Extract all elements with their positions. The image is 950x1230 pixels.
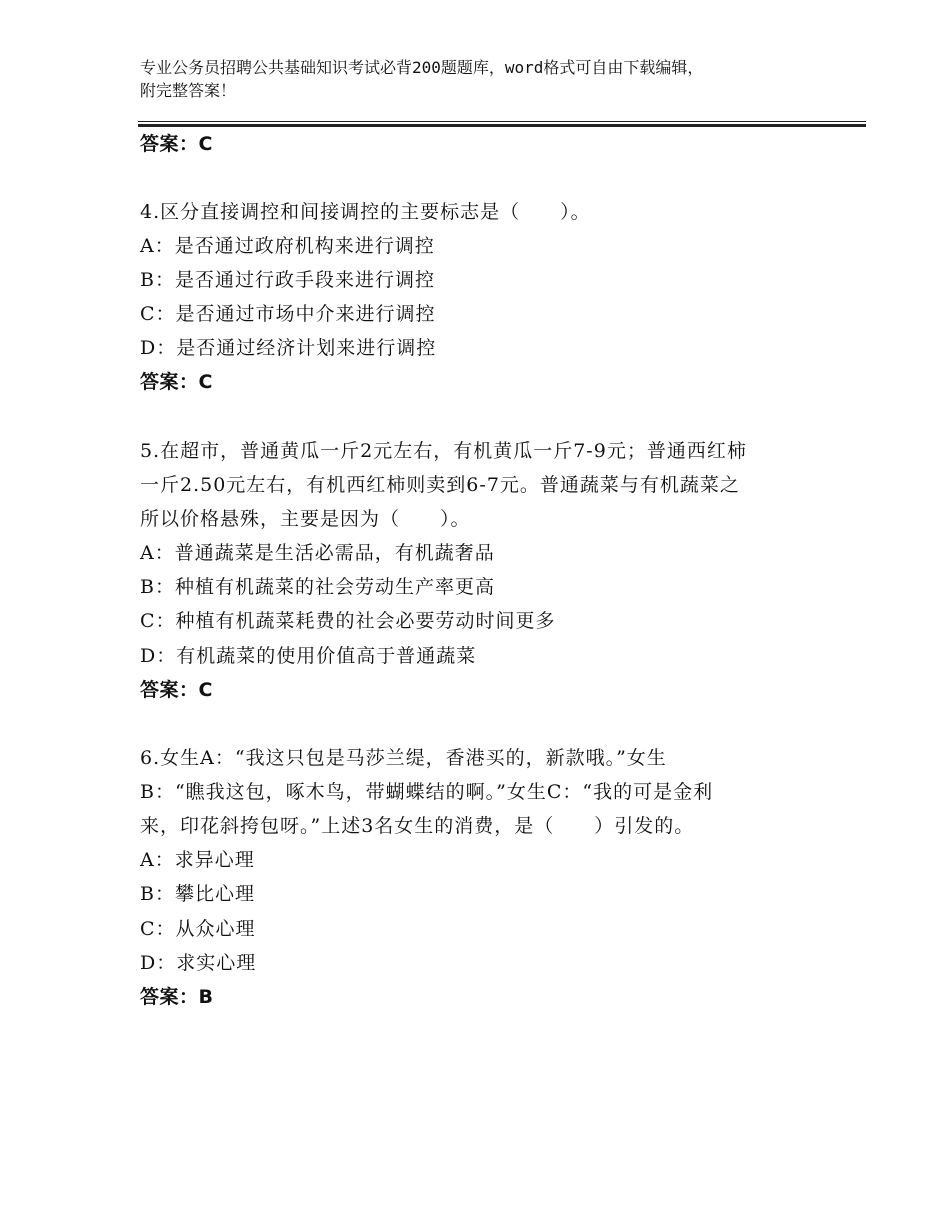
q5-answer: 答案：C xyxy=(140,679,213,701)
q5-stem-line-1: 5.在超市，普通黄瓜一斤2元左右，有机黄瓜一斤7-9元；普通西红柿 xyxy=(140,440,747,462)
q4-option-b: B：是否通过行政手段来进行调控 xyxy=(140,269,435,291)
q5-option-c: C：种植有机蔬菜耗费的社会必要劳动时间更多 xyxy=(140,610,556,632)
header-divider-thin xyxy=(138,121,866,122)
q4-answer: 答案：C xyxy=(140,371,213,393)
q5-stem-line-2: 一斤2.50元左右，有机西红柿则卖到6-7元。普通蔬菜与有机蔬菜之 xyxy=(140,474,740,496)
q5-option-a: A：普通蔬菜是生活必需品，有机蔬奢品 xyxy=(140,542,495,564)
header-line-1: 专业公务员招聘公共基础知识考试必背200题题库，word格式可自由下载编辑， xyxy=(140,58,704,77)
page-header xyxy=(140,56,840,102)
q6-answer: 答案：B xyxy=(140,986,214,1008)
q6-option-b: B：攀比心理 xyxy=(140,883,255,905)
q6-stem-line-1: 6.女生A：“我这只包是马莎兰缇，香港买的，新款哦。”女生 xyxy=(140,747,667,769)
q4-option-a: A：是否通过政府机构来进行调控 xyxy=(140,235,435,257)
q6-option-d: D：求实心理 xyxy=(140,952,257,974)
q4-option-c: C：是否通过市场中介来进行调控 xyxy=(140,303,436,325)
q5-option-b: B：种植有机蔬菜的社会劳动生产率更高 xyxy=(140,576,495,598)
header-line-2: 附完整答案！ xyxy=(140,81,237,100)
q6-stem-line-3: 来，印花斜挎包呀。”上述3名女生的消费，是（ ）引发的。 xyxy=(140,815,695,837)
q6-option-c: C：从众心理 xyxy=(140,918,256,940)
header-divider-thick xyxy=(138,124,866,127)
q4-stem-line-1: 4.区分直接调控和间接调控的主要标志是（ ）。 xyxy=(140,201,591,223)
previous-answer: 答案：C xyxy=(140,133,213,155)
q5-option-d: D：有机蔬菜的使用价值高于普通蔬菜 xyxy=(140,645,477,667)
q6-stem-line-2: B：“瞧我这包，啄木鸟，带蝴蝶结的啊。”女生C：“我的可是金利 xyxy=(140,781,714,803)
q5-stem-line-3: 所以价格悬殊，主要是因为（ ）。 xyxy=(140,508,471,530)
q4-option-d: D：是否通过经济计划来进行调控 xyxy=(140,337,437,359)
q6-option-a: A：求异心理 xyxy=(140,849,255,871)
